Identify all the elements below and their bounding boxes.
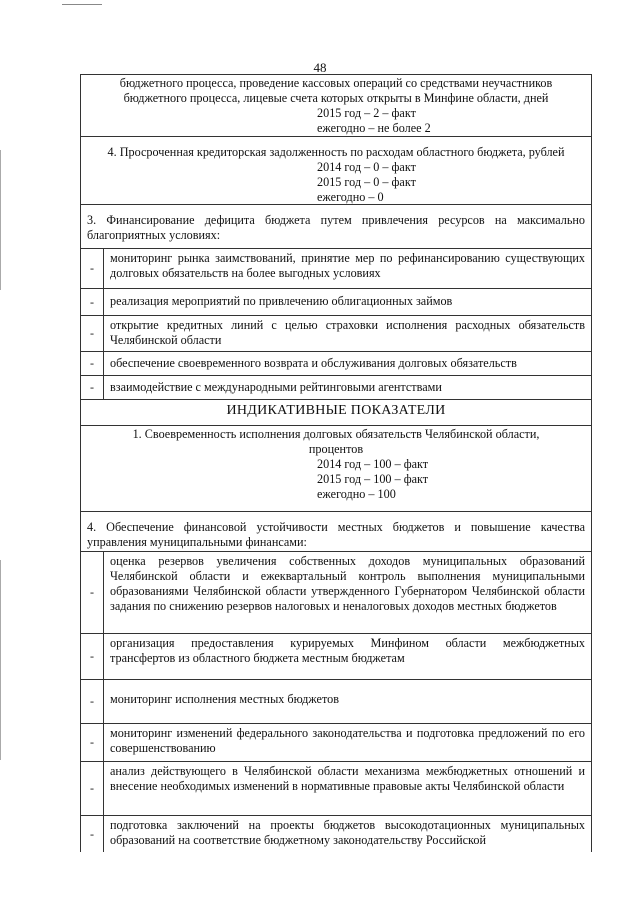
dash-marker: -	[81, 762, 104, 815]
dash-marker: -	[81, 816, 104, 852]
dash-marker: -	[81, 634, 104, 679]
list-item-text: взаимодействие с международными рейтинговыми агентствами	[110, 380, 442, 394]
list-item-text: мониторинг исполнения местных бюджетов	[110, 692, 339, 706]
list-item	[81, 376, 591, 400]
list-item-text: оценка резервов увеличения собственных доходов муниципальных образований Челябинской области и ежеквартальный контроль выполнения муниципальными образованиями Челябинской области утвержденного Губернатором Челябинской области задания по снижению резервов налоговых и неналоговых доходов местных бюджетов	[110, 554, 585, 613]
dash-marker: -	[81, 552, 104, 633]
scan-edge-mark	[0, 150, 5, 290]
list-item	[81, 289, 591, 316]
dash-marker: -	[81, 249, 104, 288]
indicator-value: ежегодно – 100	[317, 487, 396, 501]
list-item	[81, 634, 591, 680]
list-item-text: открытие кредитных линий с целью страховки исполнения расходных обязательств Челябинской области	[110, 318, 585, 347]
list-item-text: анализ действующего в Челябинской области механизма межбюджетных отношений и внесение необходимых изменений в нормативные правовые акты Челябинской области	[110, 764, 585, 793]
section-text: бюджетного процесса, проведение кассовых операций со средствами неучастников	[119, 76, 553, 90]
page-number: 48	[313, 60, 327, 75]
list-item-text: организация предоставления курируемых Минфином области межбюджетных трансфертов из областного бюджета местным бюджетам	[110, 636, 585, 665]
list-item	[81, 816, 591, 852]
indicator-value: 2015 год – 2 – факт	[317, 106, 416, 120]
dash-marker: -	[81, 316, 104, 351]
section-text: бюджетного процесса, лицевые счета которых открыты в Минфине области, дней	[123, 91, 549, 105]
list-item	[81, 316, 591, 352]
indicator-value: ежегодно – 0	[317, 190, 384, 204]
list-item	[81, 249, 591, 289]
list-item	[81, 352, 591, 376]
list-item	[81, 762, 591, 816]
list-item	[81, 724, 591, 762]
list-item-text: реализация мероприятий по привлечению облигационных займов	[110, 294, 453, 308]
section-overdue-debt	[81, 137, 591, 205]
list-item-text: обеспечение своевременного возврата и обслуживания долговых обязательств	[110, 356, 517, 370]
indicator-value: 2014 год – 100 – факт	[317, 457, 429, 471]
section-debt-timeliness	[81, 426, 591, 512]
list-item	[81, 680, 591, 724]
dash-marker: -	[81, 352, 104, 375]
indicators-heading: ИНДИКАТИВНЫЕ ПОКАЗАТЕЛИ	[81, 400, 591, 426]
scan-edge-mark	[62, 0, 102, 5]
list-item-text: подготовка заключений на проекты бюджетов высокодотационных муниципальных образований на соответствие бюджетному законодательству Российской	[110, 818, 585, 847]
plan-table	[80, 74, 592, 852]
section-local-budgets-title: 4. Обеспечение финансовой устойчивости местных бюджетов и повышение качества управления муниципальными финансами:	[81, 512, 591, 552]
indicator-title: 4. Просроченная кредиторская задолженность по расходам областного бюджета, рублей	[107, 145, 565, 159]
dash-marker: -	[81, 376, 104, 399]
indicator-value: ежегодно – не более 2	[317, 121, 431, 135]
list-item-text: мониторинг изменений федерального законодательства и подготовка предложений по его совершенствованию	[110, 726, 585, 755]
dash-marker: -	[81, 680, 104, 723]
scan-edge-mark	[0, 560, 5, 760]
section-budget-process	[81, 75, 591, 137]
dash-marker: -	[81, 289, 104, 315]
indicator-title: процентов	[308, 442, 364, 456]
list-item	[81, 552, 591, 634]
section-deficit-financing-title: 3. Финансирование дефицита бюджета путем привлечения ресурсов на максимально благоприятных условиях:	[81, 205, 591, 249]
list-item-text: мониторинг рынка заимствований, принятие мер по рефинансированию существующих долговых обязательств на более выгодных условиях	[110, 251, 585, 280]
indicator-title: 1. Своевременность исполнения долговых обязательств Челябинской области,	[132, 427, 540, 441]
indicator-value: 2014 год – 0 – факт	[317, 160, 416, 174]
dash-marker: -	[81, 724, 104, 761]
indicator-value: 2015 год – 0 – факт	[317, 175, 416, 189]
indicator-value: 2015 год – 100 – факт	[317, 472, 429, 486]
